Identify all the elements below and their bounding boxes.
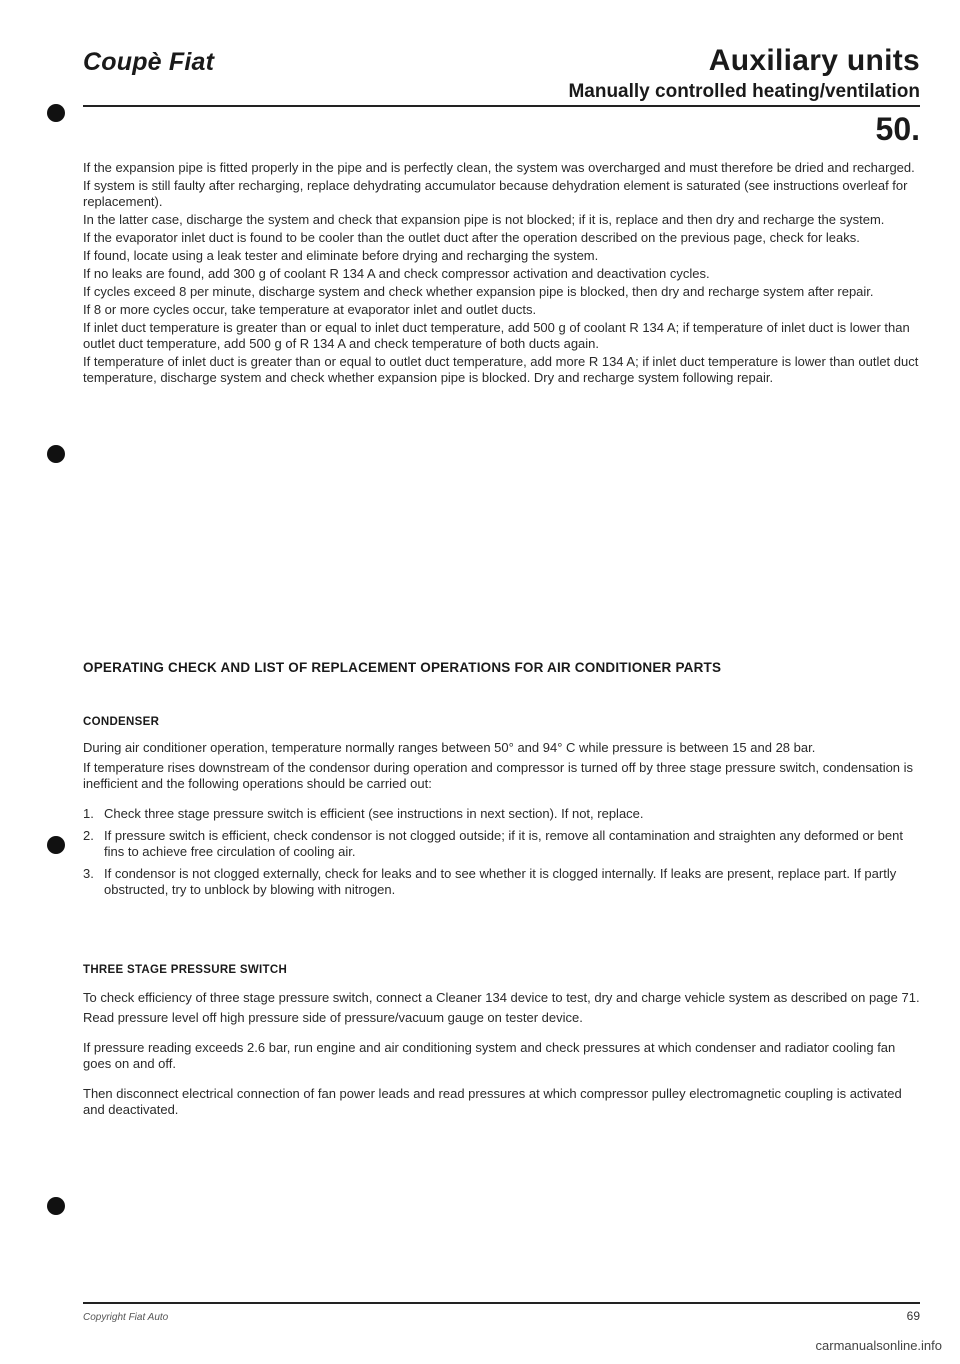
header-rule	[83, 105, 920, 107]
paragraph: If cycles exceed 8 per minute, discharge system and check whether expansion pipe is blocked, then dry and recharge system after repair.	[83, 284, 874, 299]
condenser-steps	[83, 806, 920, 898]
pressure-switch-heading: THREE STAGE PRESSURE SWITCH	[83, 964, 288, 976]
watermark-text: carmanualsonline.info	[815, 1338, 942, 1353]
paragraph: If temperature rises downstream of the condensor during operation and compressor is turned off by three stage pressure switch, condensation is inefficient and the following operations should be carried out:	[83, 760, 914, 791]
binder-hole	[47, 445, 65, 463]
page-title: Auxiliary units	[708, 44, 920, 77]
paragraph: In the latter case, discharge the system and check that expansion pipe is not blocked; if it is, replace and then dry and recharge the system.	[83, 212, 885, 227]
page-number: 69	[906, 1309, 920, 1323]
paragraph: During air conditioner operation, temperature normally ranges between 50° and 94° C while pressure is between 15 and 28 bar.	[83, 740, 816, 755]
list-item	[83, 806, 920, 822]
step-text: If pressure switch is efficient, check condensor is not clogged outside; if it is, remove all contamination and straighten any deformed or bent fins to achieve free circulation of cooling air.	[104, 828, 903, 859]
paragraph: If no leaks are found, add 300 g of coolant R 134 A and check compressor activation and deactivation cycles.	[83, 266, 710, 281]
step-number: 1.	[83, 806, 94, 821]
paragraph: If inlet duct temperature is greater than or equal to inlet duct temperature, add 500 g of coolant R 134 A; if temperature of inlet duct is lower than outlet duct temperature, add 500 g of R 134 A and check temperature of both ducts again.	[83, 320, 910, 351]
paragraph: If 8 or more cycles occur, take temperature at evaporator inlet and outlet ducts.	[83, 302, 537, 317]
paragraph: If temperature of inlet duct is greater than or equal to outlet duct temperature, add more R 134 A; if inlet duct temperature is lower than outlet duct temperature, discharge system and check whether expansion pipe is blocked. Dry and recharge system following repair.	[83, 354, 919, 385]
paragraph: If found, locate using a leak tester and eliminate before drying and recharging the system.	[83, 248, 599, 263]
brand-title: Coupè Fiat	[83, 48, 215, 76]
paragraph: Then disconnect electrical connection of fan power leads and read pressures at which compressor pulley electromagnetic coupling is activated and deactivated.	[83, 1086, 902, 1117]
binder-hole	[47, 1197, 65, 1215]
binder-hole	[47, 104, 65, 122]
list-item	[83, 866, 920, 898]
page-subtitle: Manually controlled heating/ventilation	[568, 81, 920, 102]
pressure-switch-text	[83, 990, 920, 1122]
step-text: Check three stage pressure switch is efficient (see instructions in next section). If not, replace.	[104, 806, 644, 821]
binder-hole	[47, 836, 65, 854]
paragraph: Read pressure level off high pressure side of pressure/vacuum gauge on tester device.	[83, 1010, 583, 1025]
step-number: 2.	[83, 828, 94, 843]
section-heading: OPERATING CHECK AND LIST OF REPLACEMENT OPERATIONS FOR AIR CONDITIONER PARTS	[83, 660, 722, 675]
paragraph: If the evaporator inlet duct is found to be cooler than the outlet duct after the operation described on the previous page, check for leaks.	[83, 230, 860, 245]
paragraph: If system is still faulty after recharging, replace dehydrating accumulator because dehydration element is saturated (see instructions overleaf for replacement).	[83, 178, 908, 209]
list-item	[83, 828, 920, 860]
step-text: If condensor is not clogged externally, check for leaks and to see whether it is clogged internally. If leaks are present, replace part. If partly obstructed, try to unblock by blowing with nitrogen.	[104, 866, 897, 897]
section-number: 50.	[875, 111, 920, 147]
step-number: 3.	[83, 866, 94, 881]
condenser-text	[83, 740, 920, 904]
paragraph: If the expansion pipe is fitted properly in the pipe and is perfectly clean, the system was overcharged and must therefore be dried and recharged.	[83, 160, 915, 175]
footer-rule	[83, 1302, 920, 1304]
intro-text	[83, 160, 920, 388]
paragraph: If pressure reading exceeds 2.6 bar, run engine and air conditioning system and check pressures at which condenser and radiator cooling fan goes on and off.	[83, 1040, 896, 1071]
paragraph: To check efficiency of three stage pressure switch, connect a Cleaner 134 device to test, dry and charge vehicle system as described on page 71.	[83, 990, 920, 1005]
copyright-text: Copyright Fiat Auto	[83, 1312, 169, 1323]
condenser-heading: CONDENSER	[83, 716, 160, 728]
